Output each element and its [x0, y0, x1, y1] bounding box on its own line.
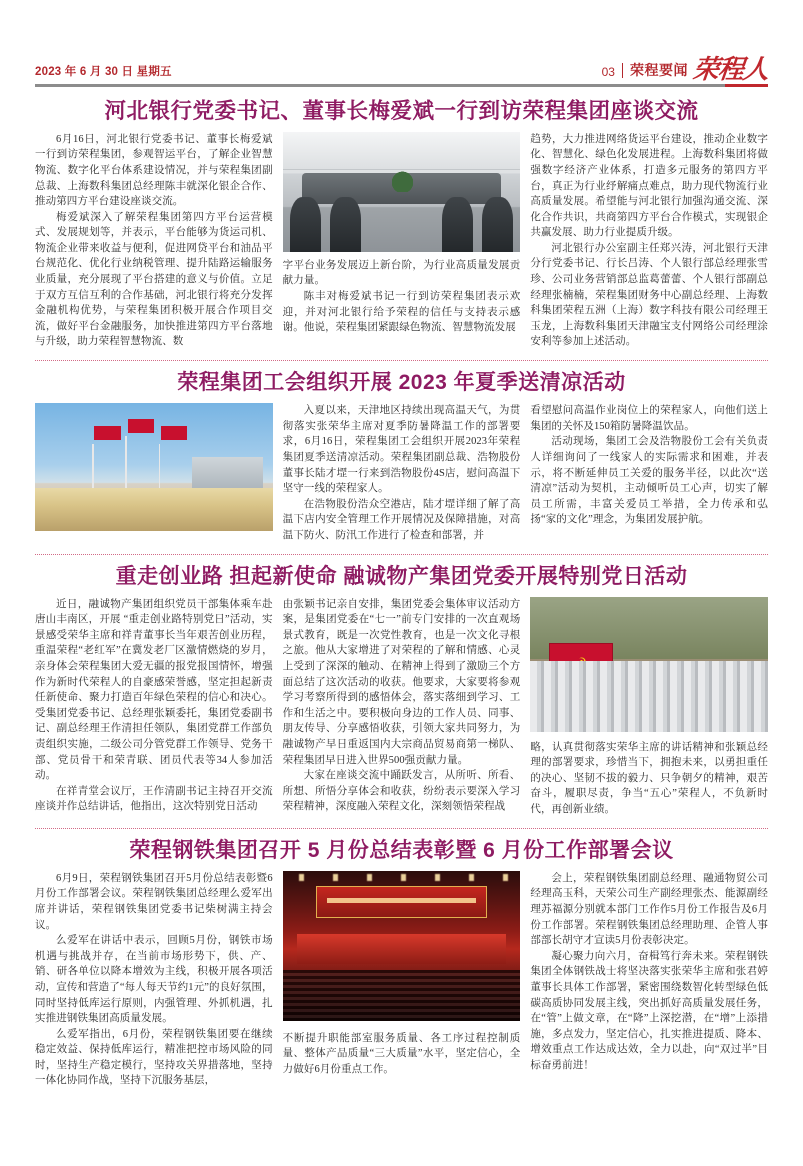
paragraph: 趋势，大力推进网络货运平台建设，推动企业数字化、智慧化、绿色化发展进程。上海数科集团将做强数字经济产业体系，打造多元服务的第四方平台，真正为行业纾解痛点难点，助力现代物流行业高质量发展。希望能与河北银行加强沟通交流、深化合作共识，共商第四方平台合作模式，实现银企共赢发展、助力行业提质升级。 [530, 133, 769, 239]
article-1-col-3 [530, 132, 768, 350]
paragraph: 字平台业务发展迈上新台阶，为行业高质量发展贡献力量。 [282, 259, 521, 287]
masthead-right [601, 55, 770, 85]
article-3-col-1 [35, 597, 273, 818]
article-3-col-3 [530, 597, 768, 818]
article-1-col-2 [283, 132, 521, 350]
article-2-columns [35, 403, 768, 543]
article-4-photo-hall [283, 871, 521, 1021]
paragraph: 近日，融诚物产集团组织党员干部集体乘车赴唐山丰南区，开展 “重走创业路特别党日”活动，实景感受荣华主席和祥青董事长当年艰苦创业历程，重温荣程“老红军”在冀发老厂区激情燃烧的岁月，亲身体会荣程集团大爱无疆的报党报国情怀，增强作为新时代荣程人的自豪感荣誉感，坚定担起新责任新使命、聚力打造百年绿色荣程的信心和决心。受集团党委书记、总经理张颖委托，集团党委副书记、副总经理王作清担任领队，集团党群工作部负责组织实施，二级公司分管党群工作领导、党务干部、党员骨干和荣青联、团员代表等34人参加活动。 [35, 598, 273, 782]
article-3-columns [35, 597, 768, 818]
article-3-col-2 [283, 597, 521, 818]
article-1-col-1 [35, 132, 273, 350]
article-2-headline: 荣程集团工会组织开展 2023 年夏季送清凉活动 [177, 371, 626, 395]
paragraph: 入夏以来，天津地区持续出现高温天气，为贯彻落实张荣华主席对夏季防暑降温工作的部署要求，6月16日，荣程集团工会组织开展2023年荣程集团夏季送清凉活动。荣程集团副总裁、浩物股份董事长陆才堽一行来到浩物股份4S店，慰问高温下坚守一线的荣程家人。 [282, 405, 521, 495]
masthead-rule-grey [35, 84, 725, 87]
paragraph: 凝心聚力向六月，奋楫笃行奔未来。荣程钢铁集团全体钢铁战士将坚决落实张荣华主席和张君婷董事长具体工作部署，紧密围绕数智化转型绿色低碳高质协同发展主线，突出抓好高质量发展任务，在“管”上做文章，在“降”上深挖潜，在“增”上添措施，多点发力，坚定信心，扎实推进提质、降本、增效重点工作达成达效，全力以赴，向“双过半”目标奋勇前进！ [530, 950, 769, 1071]
article-1-headline: 河北银行党委书记、董事长梅爱斌一行到访荣程集团座谈交流 [104, 99, 699, 123]
article-4-headline: 荣程钢铁集团召开 5 月份总结表彰暨 6 月份工作部署会议 [129, 838, 674, 862]
paragraph: 么爱军指出，6月份，荣程钢铁集团要在继续稳定效益、保持低库运行，精准把控市场风险的同时，坚持生产稳定模行，坚持攻关界措落地，坚持一体化协同作战，坚持下沉服务基层， [35, 1028, 273, 1087]
page-number: 03 [601, 65, 615, 79]
paragraph: 陈丰对梅爱斌书记一行到访荣程集团表示欢迎，并对河北银行给予荣程的信任与支持表示感谢。他说，荣程集团紧跟绿色物流、智慧物流发展 [282, 290, 521, 334]
section-title: 荣程要闻 [629, 62, 688, 78]
paragraph: 梅爱斌深入了解荣程集团第四方平台运营模式、发展规划等，并表示，平台能够为货运司机、物流企业带来收益与便利，促进网贷平台和油品平台规范化、优化行业纳税管理、提升陆路运输服务业质量，充分展现了平台搭建的意义与价值。立足于双方互信互利的合作基础，河北银行将充分发挥金融机构优势，与荣程集团积极开展合作项目交流，做好平台金融服务，加快推进第四方平台落地与升级，助力荣程智慧物流、数 [35, 211, 273, 348]
masthead-rule [35, 84, 768, 87]
article-1-columns [35, 132, 768, 350]
paragraph: 河北银行办公室副主任郑兴涛，河北银行天津分行党委书记、行长吕涛、个人银行部总经理张雪珍、公司业务营销部总监葛蕾蕾、个人银行部副总经理张楠楠，荣程集团财务中心副总经理、上海数科集团荣程五洲（上海）数字科技有限公司经理王玉龙，上海数科集团天津融宝支付网络公司经理涂安利等参加上述活动。 [530, 242, 769, 348]
paragraph: 会上，荣程钢铁集团副总经理、融通物贸公司经理高玉科，天荣公司生产副经理张杰、能源副经理苏福源分别就本部门工作作5月份工作报告及6月份工作部署。荣程钢铁集团总经理助理、企管人事部部长胡守才宣读5月份表彰决定。 [530, 872, 769, 947]
article-4-col-1 [35, 871, 273, 1089]
article-1-photo-meeting [283, 132, 521, 252]
masthead [35, 0, 770, 85]
article-2-col-1 [35, 403, 273, 543]
masthead-rule-red [725, 84, 768, 87]
publication-date: 2023 年 6 月 30 日 星期五 [35, 66, 172, 78]
paragraph: 6月16日，河北银行党委书记、董事长梅爱斌一行到访荣程集团，参观智运平台，了解企业智慧物流、数字化平台体系建设情况，并与荣程集团副总裁、上海数科集团总经理陈丰就深化银企合作、推动第四方平台建设座谈交流。 [35, 133, 273, 208]
article-3-photo-group [530, 597, 768, 732]
article-2-photo-flags [35, 403, 273, 531]
paragraph: 由张颖书记亲自安排，集团党委会集体审议活动方案，是集团党委在“七一”前专门安排的一次直观场景式教育，既是一次党性教育，也是一次文化寻根之旅。他从大家增进了对荣程的了解和情感、心灵上受到了深深的触动、在精神上得到了激励三个方面总结了这次活动的收获。他要求，大家要将参观学习考察所得到的感悟体会，落实落细到学习、工作和生活之中。要积极向身边的工作人员、同事、朋友传导、分享感悟收获，引领大家共同努力，为融诚物产早日重返国内大宗商品贸易商第一梯队、荣程集团早日进入世界500强贡献力量。 [282, 598, 521, 766]
article-4-col-2 [283, 871, 521, 1089]
article-2-col-2 [283, 403, 521, 543]
article-4-columns [35, 871, 768, 1089]
paragraph: 在浩物股份浩众空港店，陆才堽详细了解了高温下店内安全管理工作开展情况及保障措施，对高温下防火、防汛工作进行了检查和部署，并 [282, 498, 521, 541]
newspaper-logo: 荣程人 [691, 55, 770, 85]
paragraph: 在祥青堂会议厅，王作清副书记主持召开交流座谈并作总结讲话，他指出，这次特别党日活动 [35, 785, 273, 813]
paragraph: 不断提升职能部室服务质量、各工序过程控制质量、整体产品质量“三大质量”水平，坚定信心，全力做好6月份重点工作。 [282, 1032, 521, 1075]
paragraph: 么爱军在讲话中表示，回顾5月份，钢铁市场机遇与挑战并存，在当前市场形势下，供、产、销、研各单位以降本增效为主线，积极开展各项活动，宣传和营造了“每人每天节约1元”的良好氛围，同时坚持低库运行原则，内强管理、外抓机遇，扎实推进钢铁集团高质量发展。 [35, 935, 273, 1025]
masthead-divider [622, 63, 623, 78]
paragraph: 大家在座谈交流中踊跃发言，从所听、所看、所想、所悟分享体会和收获，纷纷表示要深入学习荣程精神，深度融入荣程文化，深刻领悟荣程战 [282, 770, 521, 813]
paragraph: 活动现场，集团工会及浩物股份工会有关负责人详细询问了一线家人的实际需求和困难，并表示，将不断延伸员工关爱的服务半径，以此次“送清凉”活动为契机，主动倾听员工心声，切实了解员工所需，丰富关爱员工举措，全力传承和弘扬“家的文化”理念，为集团发展护航。 [530, 436, 769, 526]
paragraph: 看望慰问高温作业岗位上的荣程家人，向他们送上集团的关怀及150箱防暑降温饮品。 [530, 405, 769, 432]
paragraph: 略，认真贯彻落实荣华主席的讲话精神和张颖总经理的部署要求，珍惜当下，拥抱未来，以勇担重任的决心、坚韧不拔的毅力、只争朝夕的精神，艰苦奋斗，履职尽责，争当“五心”荣程人，不负新时代，再创新业绩。 [530, 741, 769, 816]
article-2-col-3 [530, 403, 768, 543]
article-3-headline: 重走创业路 担起新使命 融诚物产集团党委开展特别党日活动 [115, 564, 688, 588]
paragraph: 6月9日，荣程钢铁集团召开5月份总结表彰暨6月份工作部署会议。荣程钢铁集团总经理么爱军出席并讲话，荣程钢铁集团党委书记柴树满主持会议。 [35, 872, 273, 931]
article-4-col-3 [530, 871, 768, 1089]
